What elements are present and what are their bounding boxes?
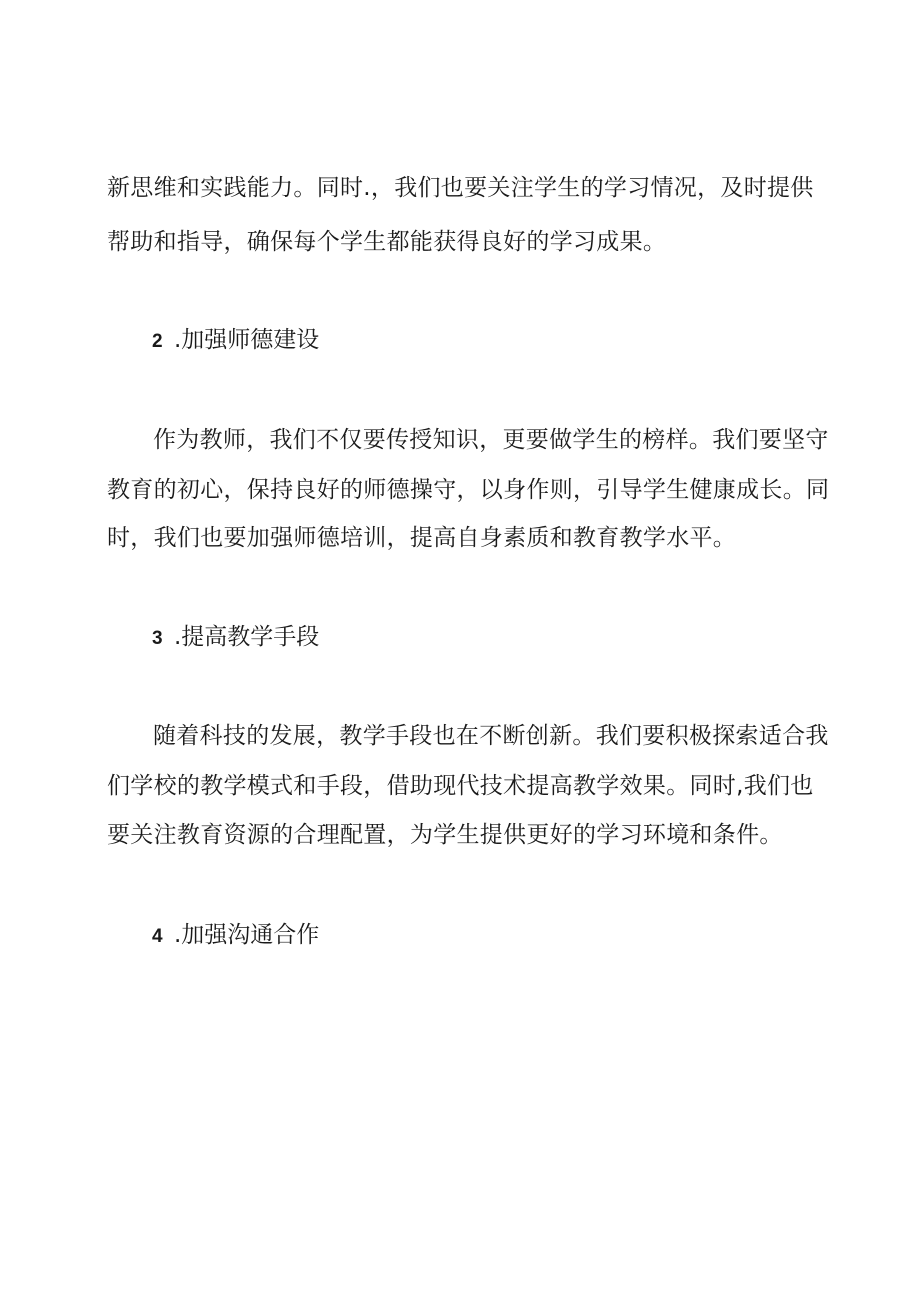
section-heading (152, 325, 319, 357)
section-title: .提高教学手段 (174, 624, 320, 650)
section-number: 3 (152, 628, 163, 649)
paragraph-line: 时，我们也要加强师德培训，提高自身素质和教育教学水平。 (107, 525, 737, 551)
paragraph-line: 要关注教育资源的合理配置，为学生提供更好的学习环境和条件。 (107, 822, 783, 848)
paragraph-line: 们学校的教学模式和手段，借助现代技术提高教学效果。同时,我们也 (107, 773, 814, 799)
paragraph-line: 作为教师，我们不仅要传授知识，更要做学生的榜样。我们要坚守 (153, 427, 829, 453)
section-title: .加强师德建设 (174, 327, 320, 353)
section-number: 2 (152, 331, 163, 352)
paragraph-line: 帮助和指导，确保每个学生都能获得良好的学习成果。 (107, 229, 667, 255)
paragraph-line: 随着科技的发展，教学手段也在不断创新。我们要积极探索适合我 (153, 723, 829, 749)
section-heading (152, 920, 319, 952)
paragraph-line: 教育的初心，保持良好的师德操守，以身作则，引导学生健康成长。同 (107, 477, 830, 503)
section-title: .加强沟通合作 (174, 922, 320, 948)
paragraph-line: 新思维和实践能力。同时.，我们也要关注学生的学习情况，及时提供 (107, 175, 814, 201)
section-heading (152, 622, 319, 654)
section-number: 4 (152, 926, 163, 947)
